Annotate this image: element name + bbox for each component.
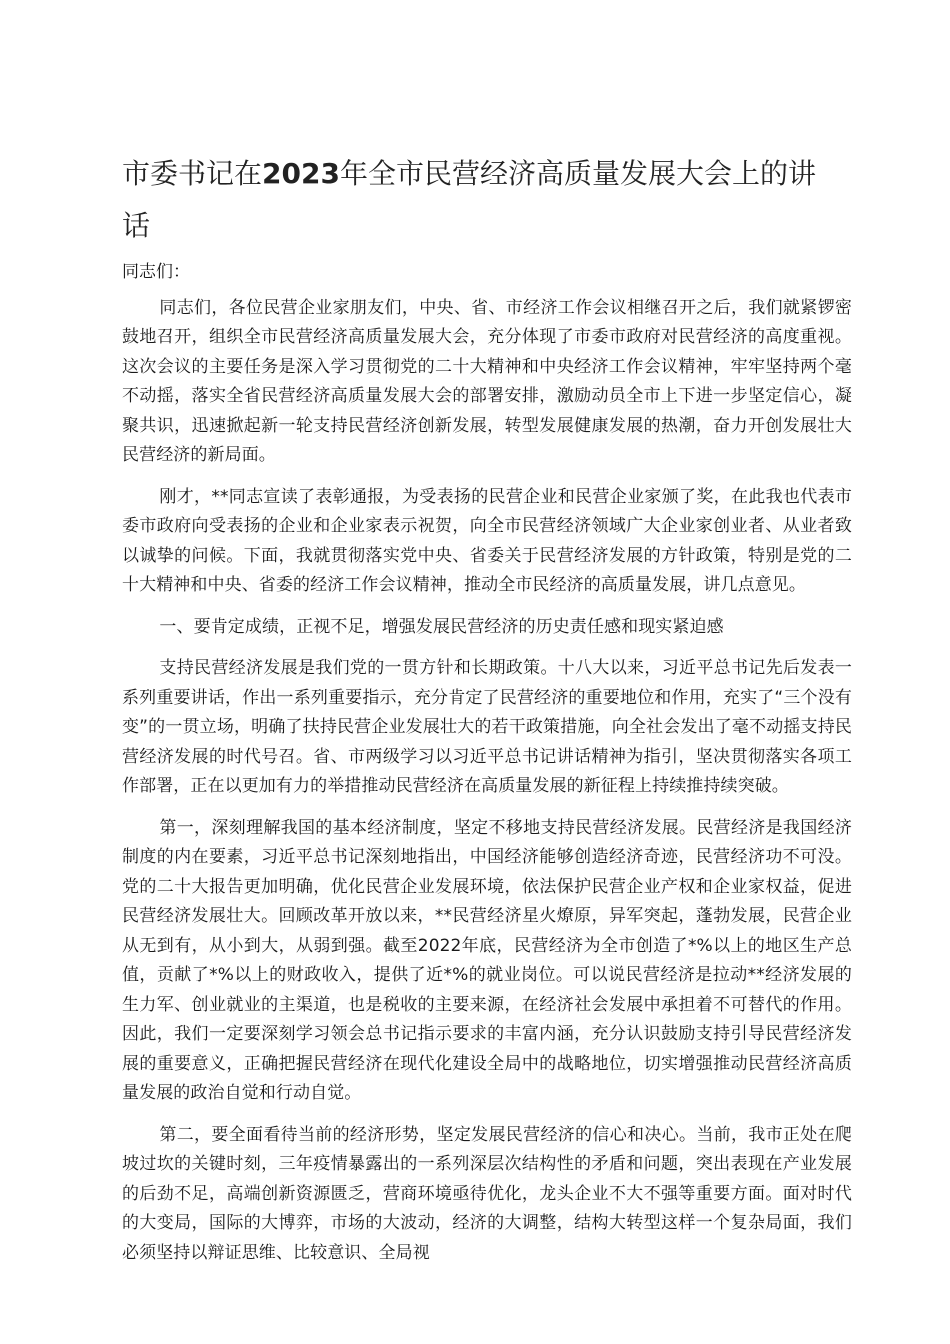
title-suffix: 年全市民营经济高质量发展大会上的讲话	[122, 157, 816, 242]
document-body	[122, 258, 852, 1280]
paragraph: 刚才，**同志宣读了表彰通报，为受表扬的民营企业和民营企业家颁了奖，在此我也代表市委市政府向受表扬的企业和企业家表示祝贺，向全市民营经济领域广大企业家创业者、从业者致以诚挚的问候。下面，我就贯彻落实党中央、省委关于民营经济发展的方针政策，特别是党的二十大精神和中央、省委的经济工作会议精神，推动全市民经济的高质量发展，讲几点意见。	[122, 486, 852, 595]
paragraph: 第一，深刻理解我国的基本经济制度，坚定不移地支持民营经济发展。民营经济是我国经济制度的内在要素，习近平总书记深刻地指出，中国经济能够创造经济奇迹，民营经济功不可没。党的二十大报告更加明确，优化民营企业发展环境，依法保护民营企业产权和企业家权益，促进民营经济发展壮大。回顾改革开放以来，**民营经济星火燎原，异军突起，蓬勃发展，民营企业从无到有，从小到大，从弱到强。截至2022年底，民营经济为全市创造了*%以上的地区生产总值，贡献了*%以上的财政收入，提供了近*%的就业岗位。可以说民营经济是拉动**经济发展的生力军、创业就业的主渠道，也是税收的主要来源，在经济社会发展中承担着不可替代的作用。因此，我们一定要深刻学习领会总书记指示要求的丰富内涵，充分认识鼓励支持引导民营经济发展的重要意义，正确把握民营经济在现代化建设全局中的战略地位，切实增强推动民营经济高质量发展的政治自觉和行动自觉。	[122, 817, 852, 1103]
salutation: 同志们：	[122, 262, 190, 282]
section-heading: 一、要肯定成绩，正视不足，增强发展民营经济的历史责任感和现实紧迫感	[159, 616, 724, 637]
title-prefix: 市委书记在	[122, 157, 263, 190]
document-title	[122, 148, 837, 252]
title-year: 2023	[262, 157, 340, 190]
paragraph: 第二，要全面看待当前的经济形势，坚定发展民营经济的信心和决心。当前，我市正处在爬坡过坎的关键时刻，三年疫情暴露出的一系列深层次结构性的矛盾和问题，突出表现在产业发展的后劲不足，高端创新资源匮乏，营商环境亟待优化，龙头企业不大不强等重要方面。面对时代的大变局，国际的大博弈，市场的大波动，经济的大调整，结构大转型这样一个复杂局面，我们必须坚持以辩证思维、比较意识、全局视	[122, 1124, 852, 1263]
paragraph: 同志们，各位民营企业家朋友们，中央、省、市经济工作会议相继召开之后，我们就紧锣密鼓地召开，组织全市民营经济高质量发展大会，充分体现了市委市政府对民营经济的高度重视。这次会议的主要任务是深入学习贯彻党的二十大精神和中央经济工作会议精神，牢牢坚持两个毫不动摇，落实全省民营经济高质量发展大会的部署安排，激励动员全市上下进一步坚定信心，凝聚共识，迅速掀起新一轮支持民营经济创新发展，转型发展健康发展的热潮，奋力开创发展壮大民营经济的新局面。	[122, 297, 852, 465]
paragraph: 支持民营经济发展是我们党的一贯方针和长期政策。十八大以来，习近平总书记先后发表一系列重要讲话，作出一系列重要指示，充分肯定了民营经济的重要地位和作用，充实了“三个没有变”的一贯立场，明确了扶持民营企业发展壮大的若干政策措施，向全社会发出了毫不动摇支持民营经济发展的时代号召。省、市两级学习以习近平总书记讲话精神为指引，坚决贯彻落实各项工作部署，正在以更加有力的举措推动民营经济在高质量发展的新征程上持续推持续突破。	[122, 658, 852, 796]
